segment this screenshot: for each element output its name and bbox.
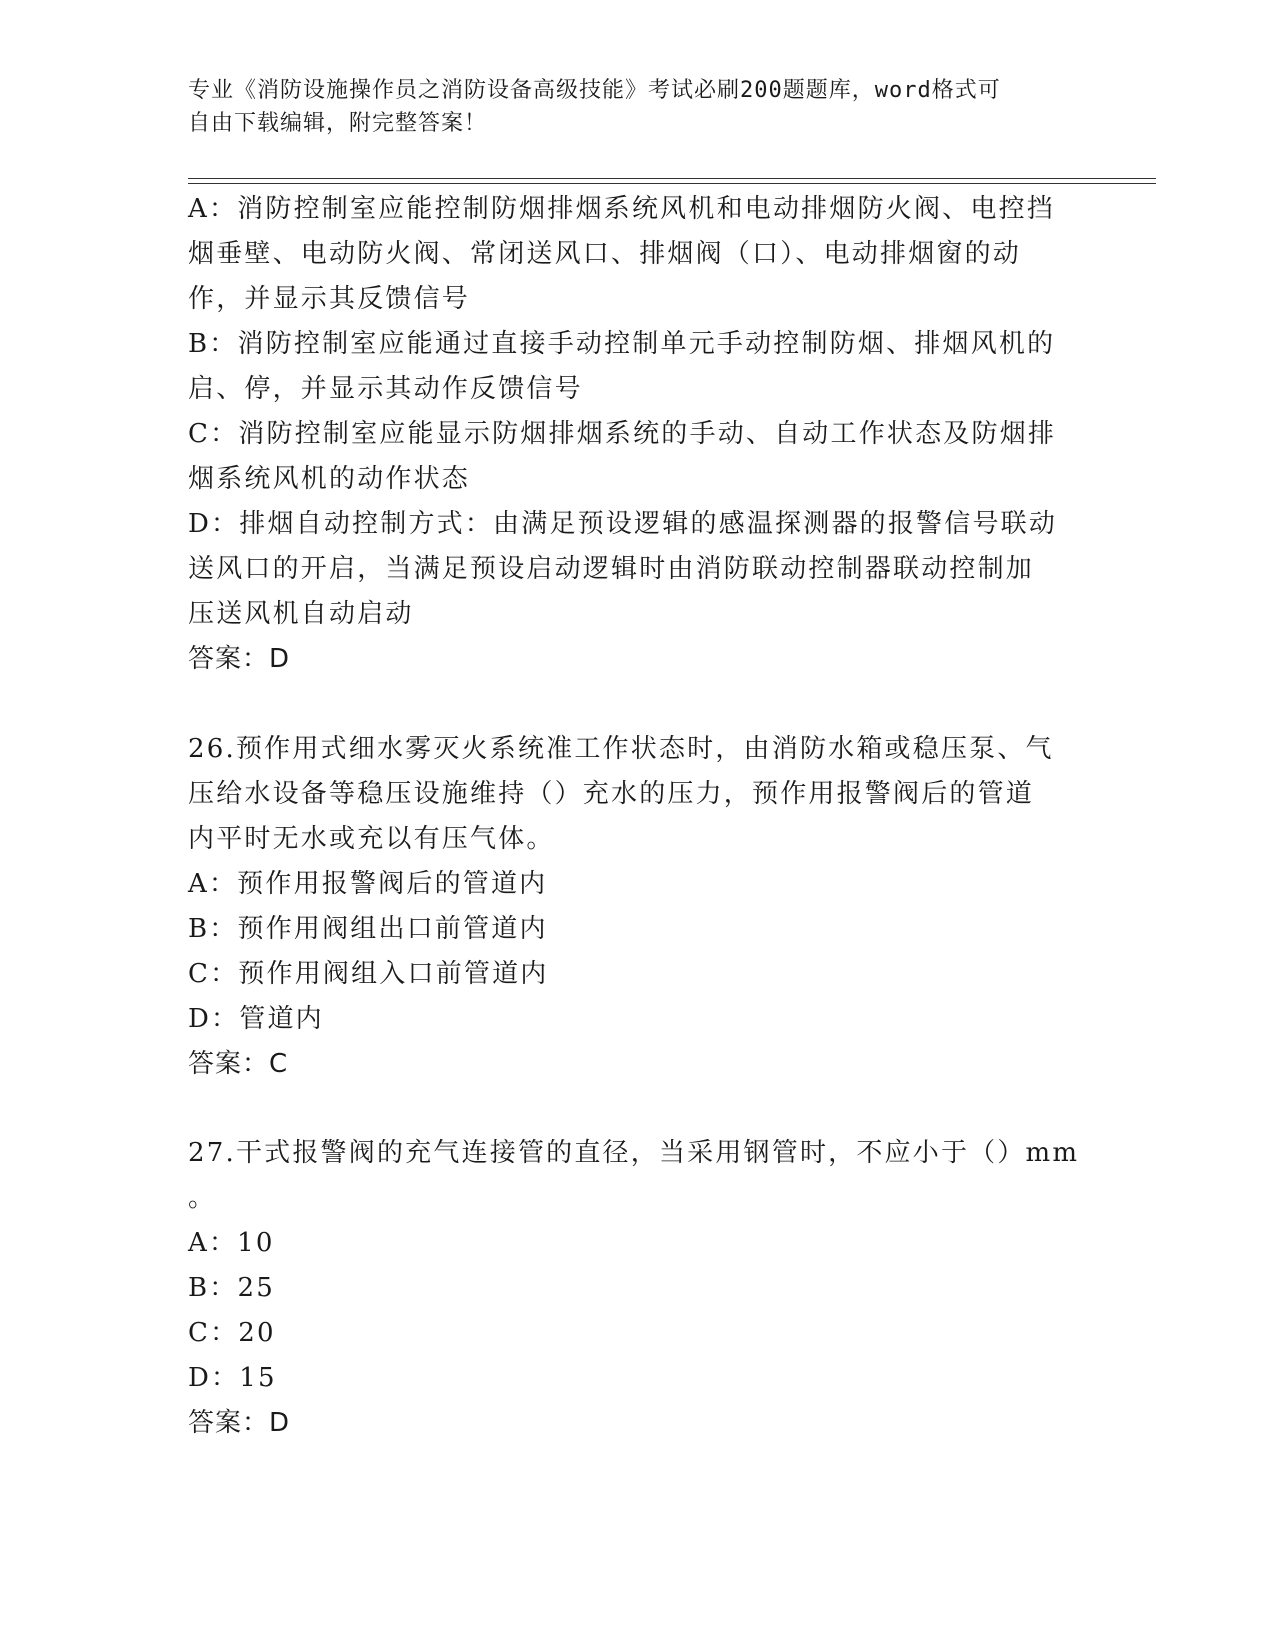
- option-d: D：管道内: [188, 1004, 324, 1034]
- option-a-line-3: 作，并显示其反馈信号: [188, 284, 471, 314]
- option-d-line-1: D：排烟自动控制方式：由满足预设逻辑的感温探测器的报警信号联动: [188, 509, 1058, 539]
- option-c: C：预作用阀组入口前管道内: [188, 959, 549, 989]
- option-b: B：预作用阀组出口前管道内: [188, 914, 548, 944]
- option-b: B：25: [188, 1273, 275, 1303]
- answer-label: 答案：D: [188, 644, 291, 674]
- header-divider-top: [188, 178, 1156, 179]
- option-b-line-1: B：消防控制室应能通过直接手动控制单元手动控制防烟、排烟风机的: [188, 329, 1056, 359]
- option-a-line-1: A：消防控制室应能控制防烟排烟系统风机和电动排烟防火阀、电控挡: [188, 194, 1055, 224]
- question-stem-line-2: 。: [188, 1183, 217, 1213]
- option-a: A：10: [188, 1228, 275, 1258]
- document-header: [188, 74, 1078, 140]
- option-a: A：预作用报警阀后的管道内: [188, 869, 548, 899]
- option-b-line-2: 启、停，并显示其动作反馈信号: [188, 374, 583, 404]
- header-line-2: 自由下载编辑，附完整答案！: [188, 111, 488, 136]
- option-d-line-3: 压送风机自动启动: [188, 599, 414, 629]
- header-line-1: 专业《消防设施操作员之消防设备高级技能》考试必刷200题题库，word格式可: [188, 78, 1001, 103]
- answer-label: 答案：C: [188, 1049, 289, 1079]
- option-d-line-2: 送风口的开启，当满足预设启动逻辑时由消防联动控制器联动控制加: [188, 554, 1035, 584]
- option-a-line-2: 烟垂壁、电动防火阀、常闭送风口、排烟阀（口）、电动排烟窗的动: [188, 239, 1022, 269]
- option-c-line-1: C：消防控制室应能显示防烟排烟系统的手动、自动工作状态及防烟排: [188, 419, 1057, 449]
- option-c: C：20: [188, 1318, 276, 1348]
- option-c-line-2: 烟系统风机的动作状态: [188, 464, 471, 494]
- question-stem-line-1: 27.干式报警阀的充气连接管的直径，当采用钢管时，不应小于（）mm: [188, 1138, 1080, 1168]
- question-stem-line-3: 内平时无水或充以有压气体。: [188, 824, 555, 854]
- question-stem-line-1: 26.预作用式细水雾灭火系统准工作状态时，由消防水箱或稳压泵、气: [188, 734, 1054, 764]
- answer-label: 答案：D: [188, 1408, 291, 1438]
- question-stem-line-2: 压给水设备等稳压设施维持（）充水的压力，预作用报警阀后的管道: [188, 779, 1035, 809]
- header-divider-bottom: [188, 183, 1156, 184]
- option-d: D：15: [188, 1363, 277, 1393]
